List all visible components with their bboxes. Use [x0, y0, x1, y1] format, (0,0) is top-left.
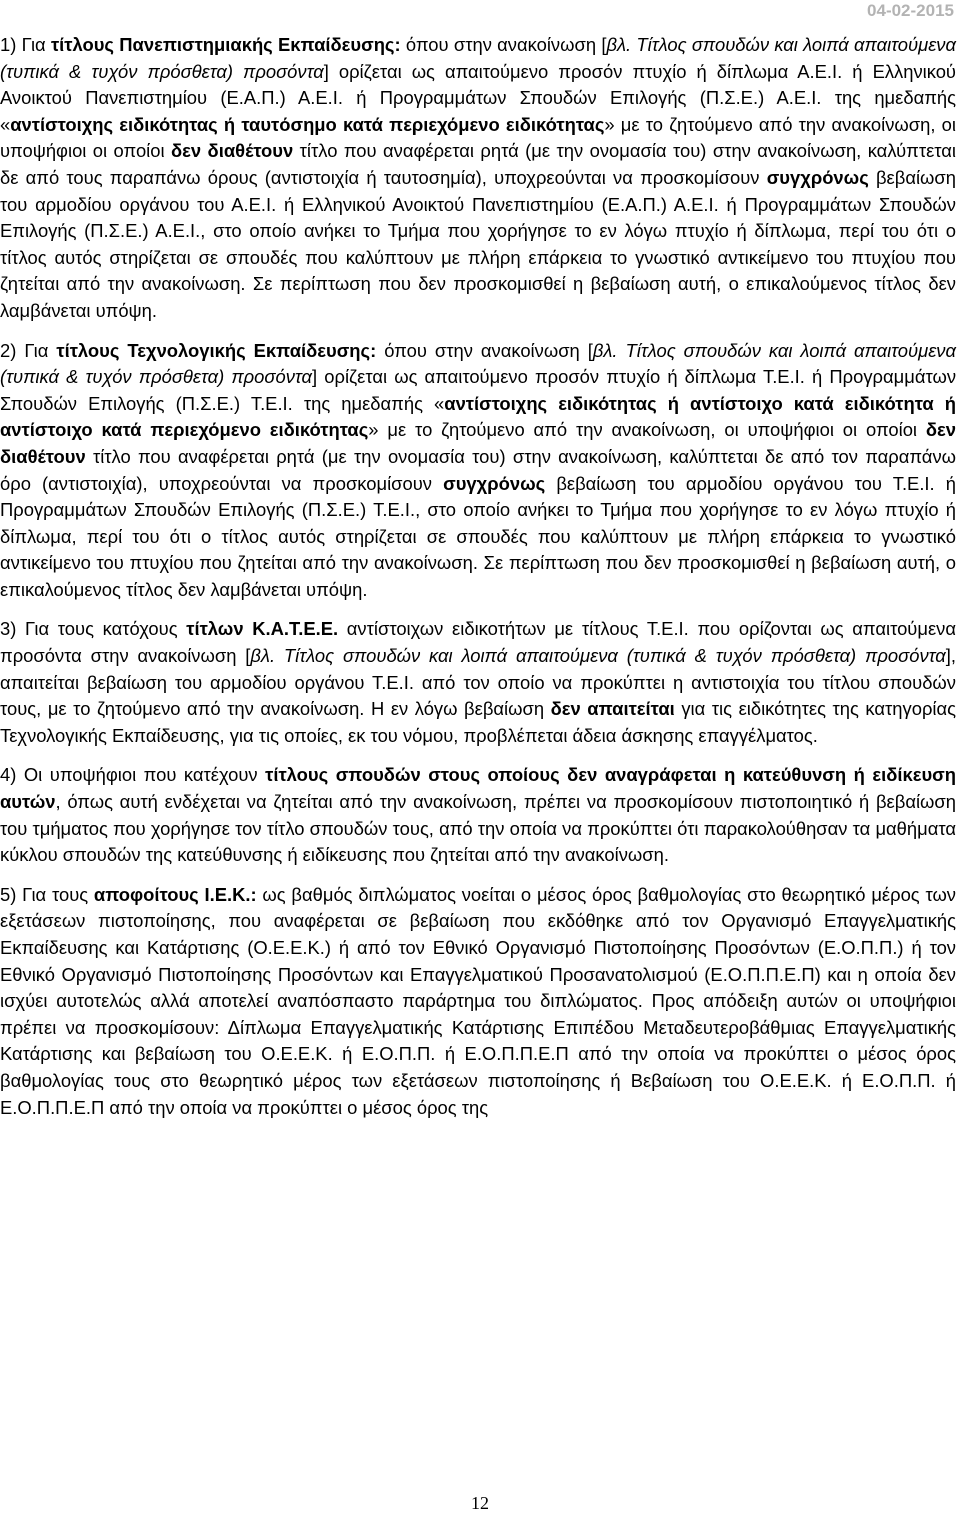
paragraph-2 [0, 338, 956, 604]
bold-text: συγχρόνως [443, 472, 546, 494]
italic-text: βλ. Τίτλος σπουδών και λοιπά απαιτούμενα (τυπικά & τυχόν πρόσθετα) προσόντα [0, 34, 956, 82]
bold-text: δεν διαθέτουν [171, 140, 294, 162]
text-run: βεβαίωση του αρμοδίου οργάνου του Τ.Ε.Ι. ή Προγραμμάτων Σπουδών Επιλογής (Π.Σ.Ε.) Τ.Ε.Ι., στο οποίο ανήκει το Τμήμα που χορήγησε το εν λόγω πτυχίο ή δίπλωμα, περί του ότι ο τίτλος αυτός στηρίζεται σε σπουδές που καλύπτουν με πλήρη επάρκεια το γνωστικό αντικείμενο του πτυχίου που ζητείται από την ανακοίνωση. Σε περίπτωση που δεν προσκομισθεί η βεβαίωση αυτή, ο επικαλούμενος τίτλος δεν λαμβάνεται υπόψη. [0, 472, 956, 600]
text-run: 3) Για τους κατόχους [0, 618, 187, 640]
bold-text: αντίστοιχης ειδικότητας ή ταυτόσημο κατά περιεχόμενο ειδικότητας [10, 113, 605, 135]
bold-text: τίτλων Κ.Α.Τ.Ε.Ε. [186, 618, 339, 640]
bold-text: τίτλους σπουδών στους οποίους δεν αναγράφεται η κατεύθυνση ή ειδίκευση αυτών [0, 764, 956, 813]
text-run: » με το ζητούμενο από την ανακοίνωση, οι υποψήφιοι οι οποίοι [368, 419, 926, 441]
text-run: τίτλο που αναφέρεται ρητά (με την ονομασία του) στην ανακοίνωση, καλύπτεται δε από τους παραπάνω όρους (αντιστοιχία ή ταυτοσημία), υποχρεούνται να προσκομίσουν [0, 140, 957, 188]
bold-text: τίτλους Πανεπιστημιακής Εκπαίδευσης: [50, 34, 401, 55]
text-run: » με το ζητούμενο από την ανακοίνωση, οι υποψήφιοι οι οποίοι [0, 113, 956, 162]
date-stamp: 04-02-2015 [867, 1, 954, 20]
bold-text: δεν διαθέτουν [0, 419, 957, 467]
text-run: 4) Οι υποψήφιοι που κατέχουν [0, 764, 266, 786]
text-run: ως βαθμός διπλώματος νοείται ο μέσος όρος βαθμολογίας στο θεωρητικό μέρος των εξετάσεων πιστοποίησης, που αναφέρεται σε βεβαίωση που εκδόθηκε από τον Οργανισμό Επαγγελματικής Εκπαίδευσης και Κατάρτισης (Ο.Ε.Ε.Κ.) ή από τον Εθνικό Οργανισμό Πιστοποίησης Προσόντων (Ε.Ο.Π.Π.) ή τον Εθνικό Οργανισμό Πιστοποίησης Προσόντων και Επαγγελματικού Προσανατολισμού (Ε.Ο.Π.Π.Ε.Π) και η οποία δεν ισχύει αυτοτελώς αλλά αποτελεί αναπόσπαστο παράρτημα του διπλώματος. Προς απόδειξη αυτών οι υποψήφιοι πρέπει να προσκομίσουν: Δίπλωμα Επαγγελματικής Κατάρτισης Επιπέδου Μεταδευτεροβάθμιας Επαγγελματικής Κατάρτισης και βεβαίωση του Ο.Ε.Ε.Κ. ή Ε.Ο.Π.Π. ή Ε.Ο.Π.Π.Ε.Π από την οποία να προκύπτει ο μέσος όρος βαθμολογίας τους στο θεωρητικό μέρος των εξετάσεων πιστοποίησης ή Βεβαίωση του Ο.Ε.Ε.Κ. ή Ε.Ο.Π.Π. ή Ε.Ο.Π.Π.Ε.Π από την οποία να προκύπτει ο μέσος όρος της [0, 883, 957, 1118]
text-run: 2) Για [0, 339, 57, 361]
page-number: 12 [471, 1493, 489, 1513]
paragraph-4 [0, 762, 956, 868]
text-run: όπου στην ανακοίνωση [ [400, 34, 607, 55]
text-run: για τις ειδικότητες της κατηγορίας Τεχνολογικής Εκπαίδευσης, για τις οποίες, εκ του νόμου, προβλέπεται άδεια άσκησης επαγγέλματος. [0, 698, 956, 746]
bold-text: δεν απαιτείται [550, 698, 675, 720]
document-body [0, 32, 956, 1134]
text-run: 5) Για τους [0, 883, 94, 905]
paragraph-3 [0, 616, 956, 749]
paragraph-5 [0, 882, 956, 1121]
text-run: αντίστοιχων ειδικοτήτων με τίτλους Τ.Ε.Ι. που ορίζονται ως απαιτούμενα προσόντα στην ανακοίνωση [ [0, 618, 956, 667]
text-run: τίτλο που αναφέρεται ρητά (με την ονομασία του) στην ανακοίνωση, καλύπτεται δε από τον παραπάνω όρο (αντιστοιχία), υποχρεούνται να προσκομίσουν [0, 445, 956, 494]
text-run: ] ορίζεται ως απαιτούμενο προσόν πτυχίο ή δίπλωμα Α.Ε.Ι. ή Ελληνικού Ανοικτού Πανεπιστημίου (Ε.Α.Π.) Α.Ε.Ι. ή Προγραμμάτων Σπουδών Επιλογής (Π.Σ.Ε.) Α.Ε.Ι. της ημεδαπής « [0, 60, 956, 135]
text-run: , όπως αυτή ενδέχεται να ζητείται από την ανακοίνωση, πρέπει να προσκομίσουν πιστοποιητικό ή βεβαίωση του τμήματος που χορήγησε τον τίτλο σπουδών τους, από την οποία να προκύπτει ότι παρακολούθησαν τα μαθήματα κύκλου σπουδών της κατεύθυνσης ή ειδίκευσης που ζητείται από την ανακοίνωση. [0, 791, 956, 866]
italic-text: βλ. Τίτλος σπουδών και λοιπά απαιτούμενα (τυπικά & τυχόν πρόσθετα) προσόντα [250, 645, 946, 667]
bold-text: αποφοίτους Ι.Ε.Κ.: [93, 883, 257, 905]
bold-text: αντίστοιχης ειδικότητας ή αντίστοιχο κατά ειδικότητα ή αντίστοιχο κατά περιεχόμενο ειδικότητας [0, 392, 956, 441]
text-run: 1) Για [0, 34, 51, 55]
text-run: βεβαίωση του αρμοδίου οργάνου του Α.Ε.Ι. ή Ελληνικού Ανοικτού Πανεπιστημίου (Ε.Α.Π.) Α.Ε.Ι. ή Προγραμμάτων Σπουδών Επιλογής (Π.Σ.Ε.) Α.Ε.Ι., στο οποίο ανήκει το Τμήμα που χορήγησε το εν λόγω πτυχίο ή δίπλωμα, περί του ότι ο τίτλος αυτός στηρίζεται σε σπουδές που καλύπτουν με πλήρη επάρκεια το γνωστικό αντικείμενο του πτυχίου που ζητείται από την ανακοίνωση. Σε περίπτωση που δεν προσκομισθεί η βεβαίωση αυτή, ο επικαλούμενος τίτλος δεν λαμβάνεται υπόψη. [0, 166, 956, 321]
paragraph-1 [0, 32, 956, 325]
italic-text: βλ. Τίτλος σπουδών και λοιπά απαιτούμενα (τυπικά & τυχόν πρόσθετα) προσόντα [0, 339, 956, 388]
bold-text: συγχρόνως [766, 166, 869, 188]
text-run: ] ορίζεται ως απαιτούμενο προσόν πτυχίο ή δίπλωμα Τ.Ε.Ι. ή Προγραμμάτων Σπουδών Επιλογής (Π.Σ.Ε.) Τ.Ε.Ι. της ημεδαπής « [0, 366, 957, 414]
bold-text: τίτλους Τεχνολογικής Εκπαίδευσης: [56, 339, 377, 361]
text-run: όπου στην ανακοίνωση [ [376, 339, 593, 361]
text-run: ], απαιτείται βεβαίωση του αρμοδίου οργάνου Τ.Ε.Ι. από τον οποίο να προκύπτει η αντιστοιχία του τίτλου σπουδών τους, με το ζητούμενο από την ανακοίνωση. Η εν λόγω βεβαίωση [0, 645, 956, 720]
